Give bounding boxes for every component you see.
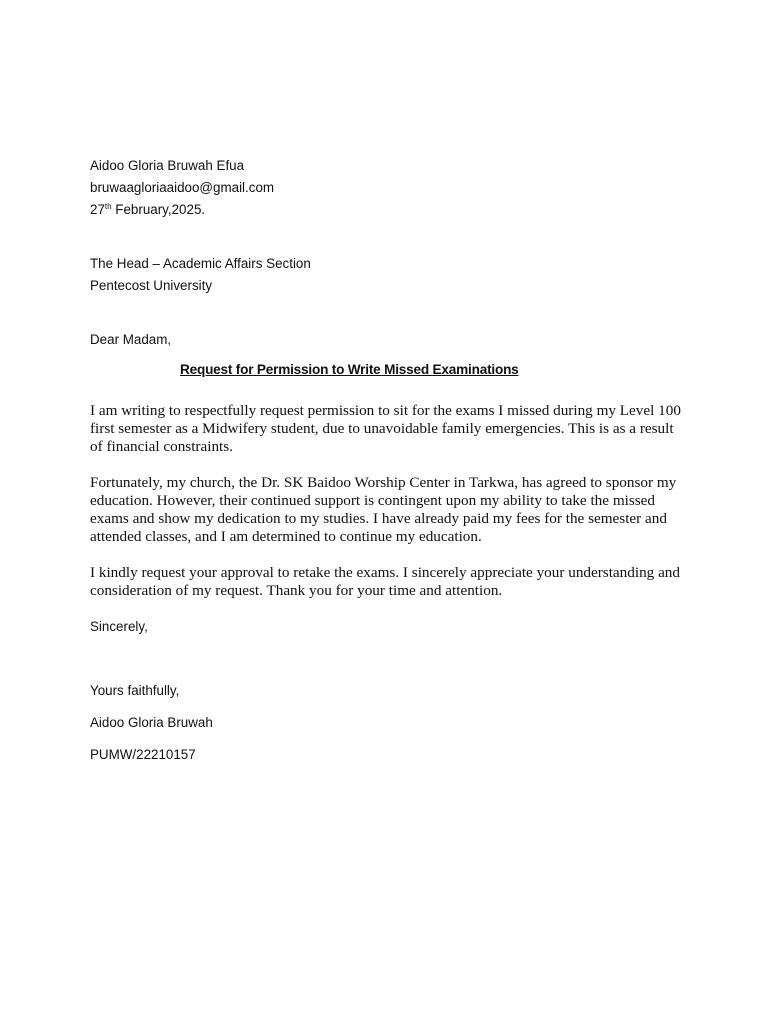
closing-sincerely: Sincerely, — [90, 619, 148, 634]
salutation: Dear Madam, — [90, 332, 172, 347]
body-paragraph-3: I kindly request your approval to retake the exams. I sincerely appreciate your understanding and consideration of my request. Thank you for your time and attention. — [90, 564, 680, 599]
letter-date — [90, 202, 205, 217]
sender-name: Aidoo Gloria Bruwah Efua — [90, 158, 245, 173]
date-day: 27 — [90, 202, 105, 217]
subject-heading: Request for Permission to Write Missed Examinations — [180, 362, 519, 377]
student-id: PUMW/22210157 — [90, 747, 196, 762]
signature-name: Aidoo Gloria Bruwah — [90, 715, 213, 730]
date-suffix: th — [104, 202, 112, 211]
date-rest: February,2025. — [111, 202, 206, 217]
closing-faithfully: Yours faithfully, — [90, 683, 180, 698]
body-paragraph-2: Fortunately, my church, the Dr. SK Baidoo Worship Center in Tarkwa, has agreed to sponsor my education. However, their continued support is contingent upon my ability to take the missed exams and show my dedication to my studies. I have already paid my fees for the semester and attended classes, and I am determined to continue my education. — [90, 474, 677, 545]
recipient-line-2: Pentecost University — [90, 278, 213, 293]
sender-email: bruwaagloriaaidoo@gmail.com — [90, 180, 275, 195]
body-paragraph-1: I am writing to respectfully request permission to sit for the exams I missed during my Level 100 first semester as a Midwifery student, due to unavoidable family emergencies. This is as a result of financial constraints. — [90, 402, 681, 455]
recipient-line-1: The Head – Academic Affairs Section — [90, 256, 311, 271]
